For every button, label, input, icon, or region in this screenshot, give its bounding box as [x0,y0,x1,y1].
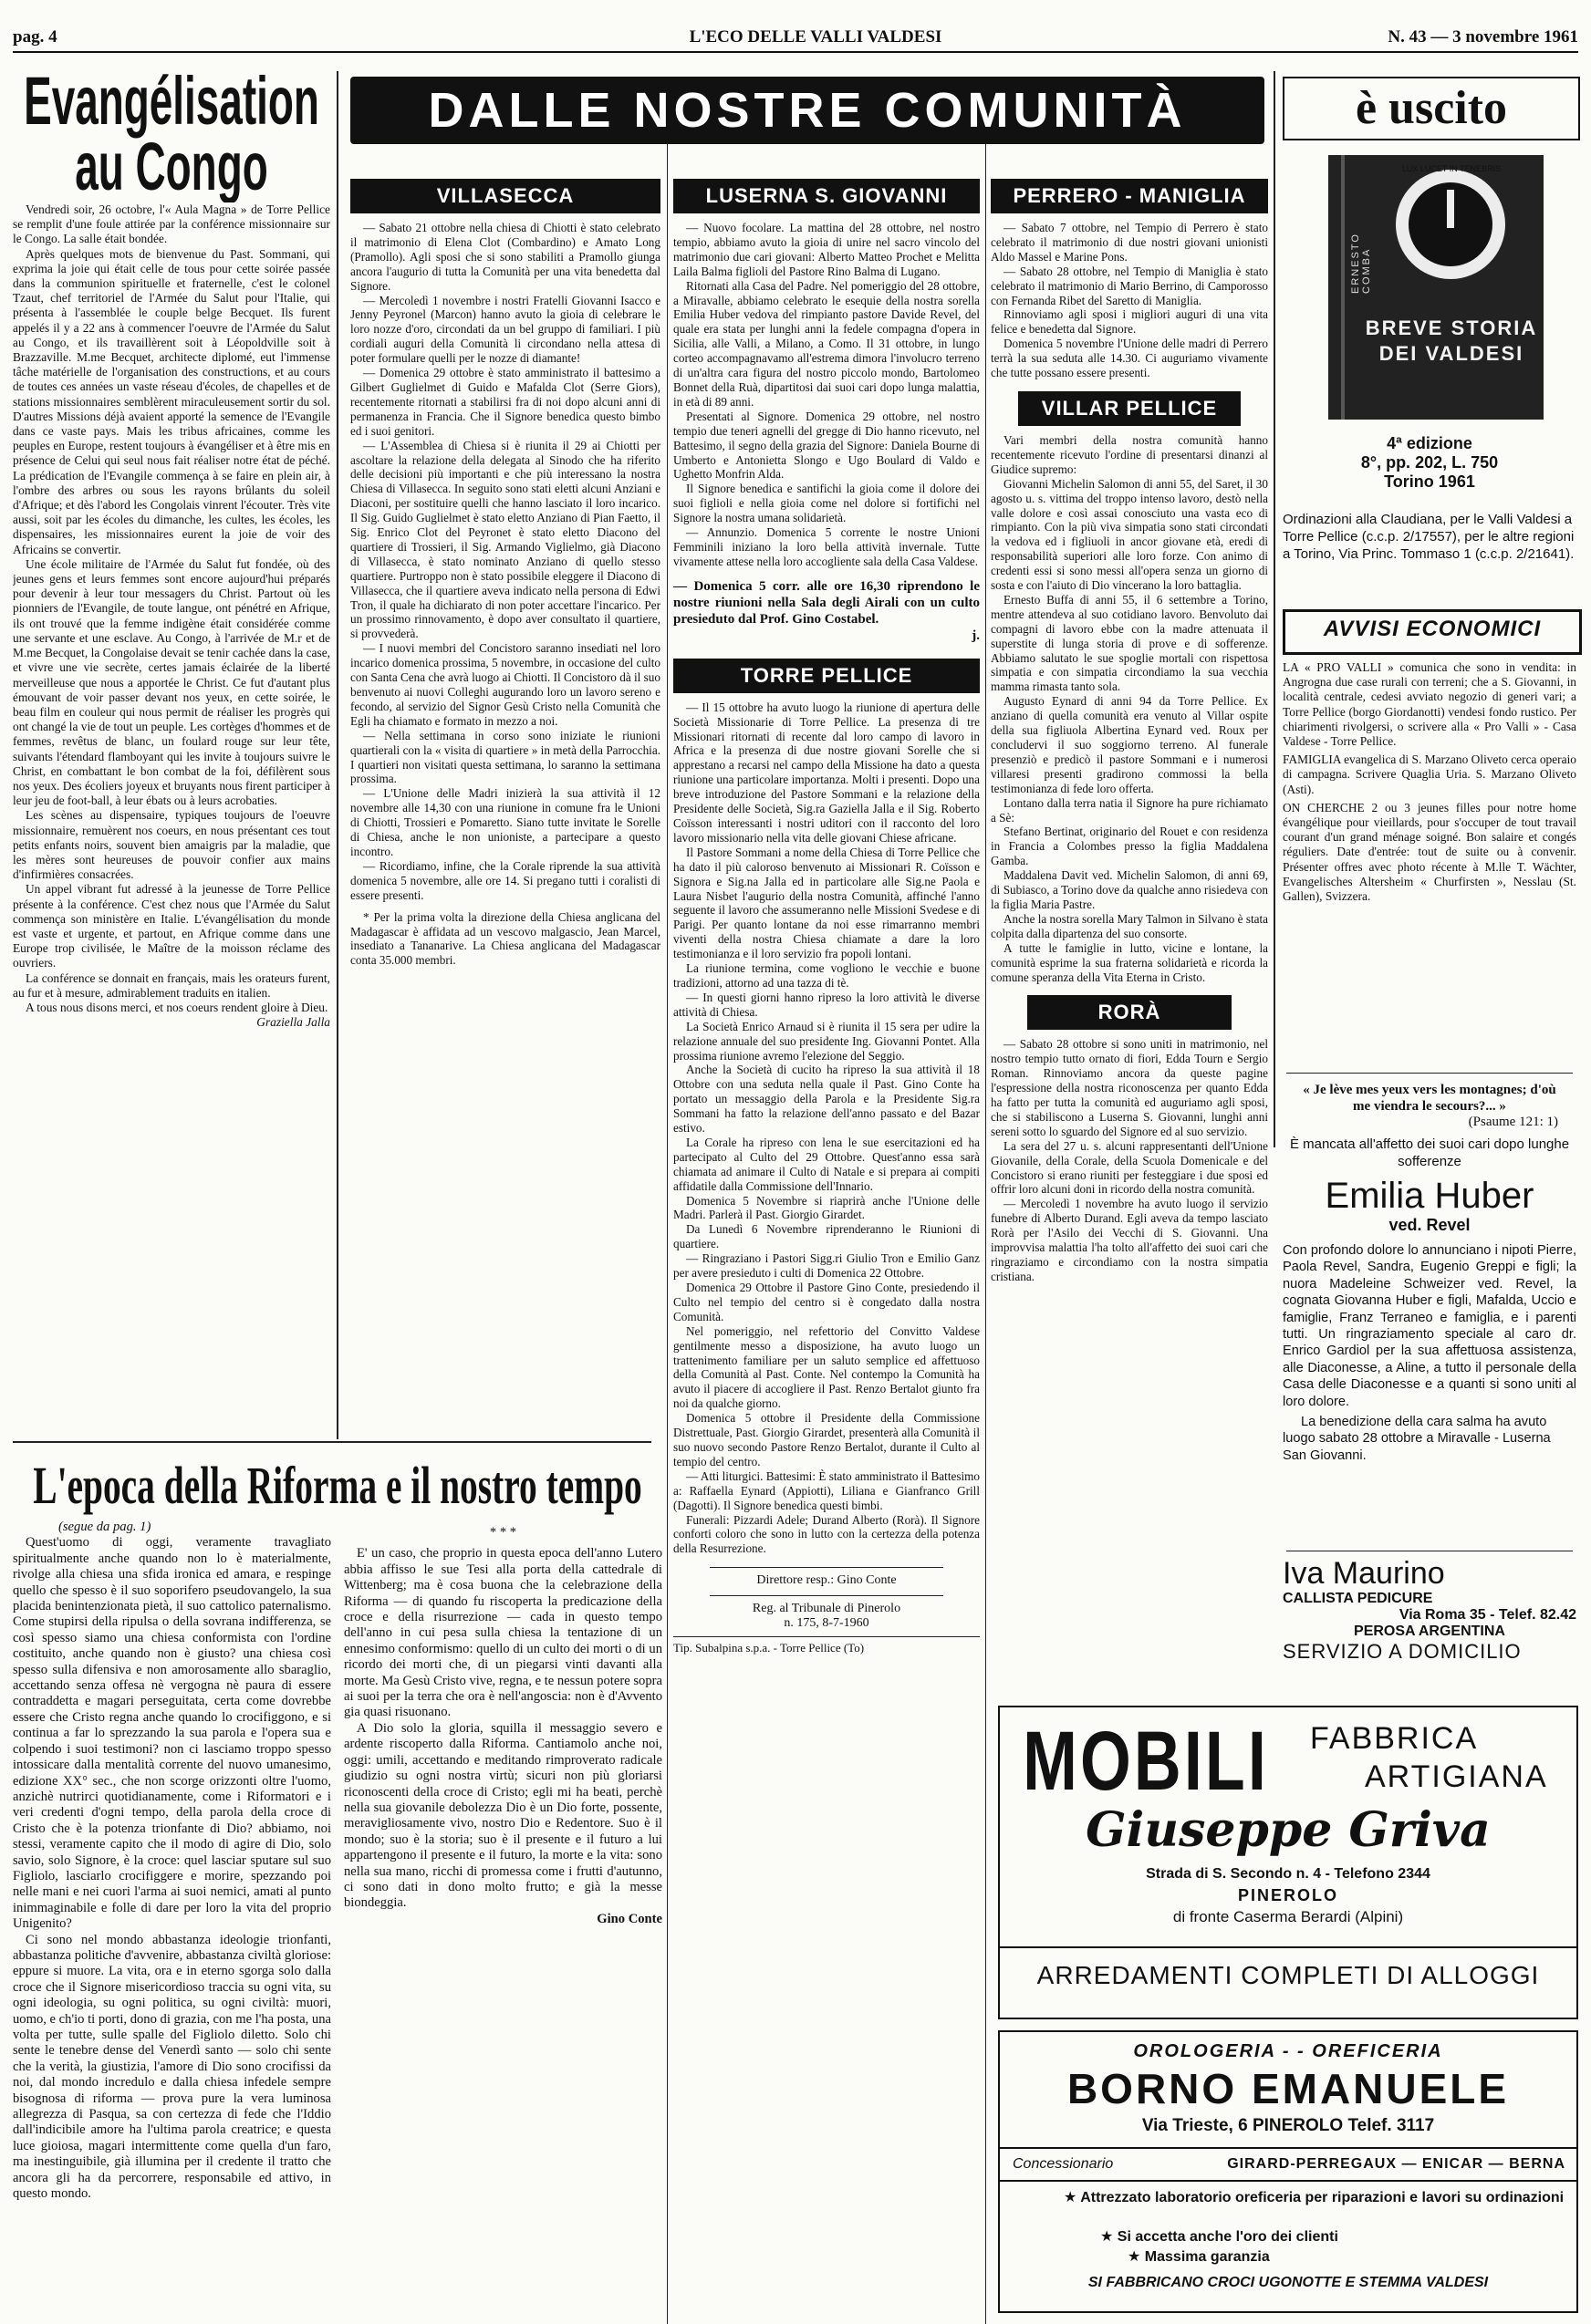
riforma-paragraph: Quest'uomo di oggi, veramente travagliato spiritualmente anche quando non lo è materialmente, rivolge alla chiesa una sfida ironica ed amara, e respinge quello che spesso è il suo soporifero pseudovangelo, la sua placida benintenzionata pietà, il suo cattolico paternalismo. Come stupirsi della ripulsa o della sovrana indifferenza, se così spesso siamo una chiesa conformista con l'ordine costituito, anche quando non è giusto? una chiesa così spesso sulla difensiva e non amorosamente allo sbaraglio, accettando senza offesa nè vergogna nè paura di essere contraddetta e magari perseguitata, certa come dovrebbe essere che Cristo regna anche quando lo crocifiggono, e si continua a far lo sprezzando la sua parola e l'opera sua e colpendo i suoi testimoni? non ci lasciamo troppo spesso intossicare dalla mentalità corrente del nuovo umanesimo, edizione XX° sec., che non scorge orizzonti oltre l'uomo, anzichè nutrirci quotidianamente, come i Riformatori e i veri credenti d'ogni tempo, della parola della croce di Cristo che è la potenza trionfante di Dio? abbiamo, noi stessi, veramente capito che il modo di agire di Dio, solo savio, solo Signore, è la croce: quel lasciar sputare sul suo Figliolo, lasciarlo crocifiggere e morire, spezzando poi nelle mani e nei cuori l'arma ai suoi nemici, amati al punto inimmaginabile e folle di dare per loro la vita del proprio Unigenito? [13,1535,331,1932]
avvisi-header-box [1283,609,1582,655]
villasecca-section [350,179,660,1441]
torre-paragraph: Domenica 5 Novembre si riaprirà anche l'Unione delle Madri. Parlerà il Past. Giorgio Girardet. [673,1193,980,1222]
torre-paragraph: Funerali: Pizzardi Adele; Durand Alberto (Rorà). Il Signore conforti coloro che sono in lutto con la certezza della potenza della Resurrezione. [673,1512,980,1556]
borno-conc-label: Concessionario [1013,2156,1114,2172]
congo-paragraph: Vendredi soir, 26 octobre, l'« Aula Magna » de Torre Pellice se remplit d'une foule attirée par la conférence missionnaire sur le Congo. La salle était bondée. [13,202,330,246]
maurino-service: SERVIZIO A DOMICILIO [1283,1640,1522,1663]
luserna-paragraph: Ritornati alla Casa del Padre. Nel pomeriggio del 28 ottobre, a Miravalle, abbiamo celebrato le esequie della nostra sorella Emilia Huber vedova del rimpianto pastore Davide Revel, del quale era stata per lunghi anni la fedele compagna d'opera in Sicilia, alle Valli, a Milano, a Como. Il 31 ottobre, in lungo corteo accompagnavamo all'estrema dimora l'involucro terreno di un'altra cara figura del nostro piccolo mondo, Bartolomeo Bonnet della Ruà, dipartitosi dai suoi cari dopo lunga malattia, in età di 89 anni. [673,278,980,409]
avvisi-item: ON CHERCHE 2 ou 3 jeunes filles pour notre home évangélique pour vieillards, pour s'occuper de tout travail courant d'un grand ménage soigné. Bon salaire et congés réguliers. Date d'entrée: tout de suite ou à convenir. Présenter offres avec photo récente à M.lle T. Wächter, Evangelisches Altersheim « Churfirsten », Nesslau (St. Gallen), Svizzera. [1283,800,1576,904]
rora-body [991,1037,1268,1283]
printer-line: Tip. Subalpina s.p.a. - Torre Pellice (To) [673,1636,980,1655]
torre-paragraph: — Ringraziano i Pastori Sigg.ri Giulio Tron e Emilio Ganz per avere presieduto i culti di Domenica 22 Ottobre. [673,1251,980,1281]
running-header [13,27,1578,53]
riforma-col2 [344,1520,662,2311]
cover-title: BREVE STORIA DEI VALDESI [1365,316,1538,365]
villar-paragraph: Giovanni Michelin Salomon di anni 55, del Saret, il 30 agosto u. s. vittima del troppo intenso lavoro, destò nella valle dolore e così assai conosciuto una vasta eco di rimpianto. Con la più viva simpatia sono stati circondati la vedova ed i figliuoli in ancor giovane età, eredi di responsabilità superiori alle loro forze. Con animo di credenti essi si sono messi all'opera senza un giorno di sosta e con l'aiuto di Dio vincerano la loro battaglia. [991,476,1268,593]
torre-paragraph: Il Pastore Sommani a nome della Chiesa di Torre Pellice che ha dato il più caloroso benvenuto ai Missionari R. Coïsson e Signora e Sig.na Jalla ed in particolare alle Sig.ne Paola e Laura Nisbet l'augurio della nostra Comunità, affinché l'anno seguente il lavoro che assumeranno nelle Missioni Svedese e di Parigi. Per quanto lontane da noi esse rimarranno membri viventi della nostra Chiesa chiamate a dare la loro testimonianza e il loro servizio fra popoli lontani. [673,845,980,961]
death-notice [1283,1082,1576,1620]
borno-divider [1000,2147,1576,2149]
uscito-details: 8°, pp. 202, L. 750 [1360,453,1499,472]
section-rule [1286,1073,1573,1074]
riforma-col1 [13,1520,331,2311]
perrero-villar-rora-column [991,179,1268,1301]
avvisi-item: LA « PRO VALLI » comunica che sono in vendita: in Angrogna due case rurali con terreni; che a S. Giovanni, in località centrale, cedesi avviato negozio di generi vari; a Torre Pellice (borgo Giordanotti) vendesi fondo rustico. Per chiarimenti rivolgersi, o scrivere alla « Pro Valli » - Casa Valdese - Torre Pellice. [1283,660,1576,749]
borno-name: BORNO EMANUELE [1066,2065,1510,2112]
riforma-paragraph: E' un caso, che proprio in questa epoca dell'anno Lutero abbia affisso le sue Tesi alla porta della cattedrale di Wittenberg; ma è cosa buona che la celebrazione della Riforma — di quando fu riscoperta la predicazione della croce e della risurrezione — cada in questo tempo dell'anno in cui pesa sulla chiesa la tentazione di un ennesimo conformismo: quello di un culto dei morti o di un ricordo dei morti che, di un piegarsi vinti davanti alla morte. Ma Gesù Cristo vive, regna, e te nessun potere sopra ai suoi per la terra che ora è nell'angoscia: non è d'Avvento gia quasi risuonano. [344,1546,662,1720]
perrero-header: PERRERO - MANIGLIA [991,179,1268,213]
riforma-paragraph: Ci sono nel mondo abbastanza ideologie trionfanti, abbastanza politiche d'avvenire, abbastanza civiltà gloriose: eppure si muore. La vita, ora e in eterno sgorga solo dalla croce che il Signore misericordioso traccia su ogni vita, su ogni ideologia, su ogni politica, su ogni civiltà: muori, uomo, e ch'io ti porti, dono di grazia, con me l'ha posta, una volta per tutte, sulle spalle del Figliolo diletto. Solo chi sente le tenebre dense del Venerdì santo — solo chi sente che la verità, la giustizia, l'amore di Dio sono crocifissi da noi, dal mondo incredulo e dalla chiesa infedele sempre bisognosa di riforma — prova pure la vera luminosa allegrezza di Pasqua, sa con certezza di fede che l'Iddio dall'indicibile amore ha l'ultima parola creatrice; e questa luce gioiosa, magari intermittente come quella d'un faro, ma inestinguibile, già illumina per il credente il tratto che ancora gli ha da percorrere, responsabile ed attivo, in questo mondo. [13,1932,331,2202]
perrero-paragraph: — Sabato 7 ottobre, nel Tempio di Perrero è stato celebrato il matrimonio di due nostri giovani unionisti Aldo Massel e Marine Pons. [991,221,1268,264]
maurino-city: PEROSA ARGENTINA [1354,1624,1505,1639]
villasecca-paragraph: — Sabato 21 ottobre nella chiesa di Chiotti è stato celebrato il matrimonio di Elena Clot (Combardino) e Amato Long (Pramollo). Agli sposi che si sono stabiliti a Pramollo giunga ancora l'augurio di tutta la Comunità per una vita benedetta dal Signore. [350,221,660,293]
borno-conc-values: GIRARD-PERREGAUX — ENICAR — BERNA [1227,2156,1565,2172]
torre-paragraph: La riunione termina, come vogliono le vecchie e buone tradizioni, attorno ad una tazza di tè. [673,961,980,990]
maurino-address: Via Roma 35 - Telef. 82.42 [1399,1607,1576,1623]
luserna-paragraph: — Nuovo focolare. La mattina del 28 ottobre, nel nostro tempio, abbiamo avuto la gioia di unire nel sacro vincolo del matrimonio due cari giovani: Alberto Matteo Prochet e Melitta Laila Balma figlioli del Pastore Rino Balma di Lugano. [673,221,980,278]
luserna-paragraph: — Annunzio. Domenica 5 corrente le nostre Unioni Femminili iniziano la loro bella attività invernale. Tutte vivamente attese nella loro accogliente sala della Casa Valdese. [673,525,980,568]
villasecca-paragraph: — Nella settimana in corso sono iniziate le riunioni quartierali con la « visita di quartiere » in metà della Parrocchia. I quartieri non visitati questa settimana, lo saranno la settimana prossima. [350,728,660,786]
torre-paragraph: Domenica 5 ottobre il Presidente della Commissione Distrettuale, Past. Giorgio Girardet, presenterà alla Comunità il suo nuovo secondo Pastore Renzo Bertalot, durante il Culto al tempio del centro. [673,1411,980,1468]
page-number: pag. 4 [13,27,57,47]
avvisi-header: AVVISI ECONOMICI [1323,617,1542,641]
section-rule [13,1441,651,1443]
perrero-paragraph: Domenica 5 novembre l'Unione delle madri di Perrero terrà la sua seduta alle 14.30. Ci auguriamo vivamente che tutte possano essere presenti. [991,337,1268,380]
mobili-slogan: ARREDAMENTI COMPLETI DI ALLOGGI [1036,1961,1540,1989]
villar-paragraph: Stefano Bertinat, originario del Rouet e con residenza in Francia a Colombes presso la figlia Maddalena Gamba. [991,825,1268,868]
maurino-ad [1283,1556,1576,1684]
cover-spine [1341,155,1345,420]
torre-paragraph: La Corale ha ripreso con lena le sue esercitazioni ed ha partecipato al Culto del 29 Ottobre. Quest'anno essa sarà chiamata ad animare il Culto di Natale e si prepara ai compiti affidatile dalla Commissione dell'Innario. [673,1135,980,1193]
villar-paragraph: Augusto Eynard di anni 94 da Torre Pellice. Ex anziano di quella comunità era venuto al Villar ospite della sua figliuola Albertina Eynard ved. Roux per concludervi il suo soggiorno terreno. Al funerale presenziò e predicò il pastore Sommani e i numerosi villaresi presenti gradirono commossi la bella testimonianza di fede loro offerta. [991,694,1268,795]
mobili-fabbrica: FABBRICA [1310,1721,1479,1756]
riforma-signature: Gino Conte [597,1911,662,1926]
mobili-city: PINEROLO [1237,1886,1338,1904]
rora-header: RORÀ [1027,995,1232,1030]
column-rule [337,71,338,1439]
borno-address: Via Trieste, 6 PINEROLO Telef. 3117 [1141,2116,1435,2135]
maurino-name: Iva Maurino [1283,1556,1445,1591]
registration-line2: n. 175, 8-7-1960 [784,1616,869,1631]
mobili-owner: Giuseppe Griva [1086,1802,1491,1858]
death-notice-text2: La benedizione della cara salma ha avuto luogo sabato 28 ottobre a Miravalle - Luserna San Giovanni. [1283,1415,1551,1463]
torre-header: TORRE PELLICE [673,659,980,693]
perrero-paragraph: Rinnoviamo agli sposi i migliori auguri di una vita felice e benedetta dal Signore. [991,307,1268,337]
congo-body [13,202,330,1030]
masthead: L'ECO DELLE VALLI VALDESI [689,27,942,47]
comunita-banner: DALLE NOSTRE COMUNITÀ [350,77,1264,144]
borno-divider [1000,2180,1576,2182]
borno-point-text: Attrezzato laboratorio oreficeria per riparazioni e lavori su ordinazioni [1080,2190,1565,2205]
uscito-edition: 4ª edizione [1387,434,1472,452]
book-cover-image [1328,155,1544,420]
riforma-article [13,1456,662,2319]
luserna-paragraph: Presentati al Signore. Domenica 29 ottobre, nel nostro tempio due teneri agnelli del gregge di Dio hanno ricevuto, nel Battesimo, il segno della grazia del Signore: Daniela Bourne di Umberto e Antonietta Slongo e Ugo Boulard di Valdo e Ughetto Monfrin Alda. [673,409,980,482]
torre-paragraph: — In questi giorni hanno ripreso la loro attività le diverse attività di Chiesa. [673,990,980,1019]
mobili-divider [1000,1946,1576,1948]
villasecca-paragraph: — Domenica 29 ottobre è stato amministrato il battesimo a Gilbert Guglielmet di Guido e Mafalda Clot (Serre Giors), recentemente ritornati a stabilirsi fra di noi dopo alcuni anni di permanenza in Francia. Che il Signore benedica questo bimbo ed i suoi genitori. [350,366,660,438]
luserna-torre-column [673,179,980,2322]
borno-point [1128,2247,1547,2266]
mobili-address: Strada di S. Secondo n. 4 - Telefono 2344 [1146,1866,1430,1882]
death-notice-name: Emilia Huber [1325,1176,1534,1216]
villar-paragraph: Ernesto Buffa di anni 55, il 6 settembre a Torino, mentre attendeva al suo cotidiano lavoro. Benvoluto dai compagni di lavoro ebbe con la madre attenuata il superstite di lunga storia di prove e di sofferenze. Abbiamo salutato le sue spoglie mortali con rispettosa simpatia e con simpatia circondiamo la sua vecchia mamma rimasta tanto sola. [991,592,1268,694]
torre-paragraph: Domenica 29 Ottobre il Pastore Gino Conte, presiedendo il Culto nel tempio del centro si è congedato dalla nostra Comunità. [673,1281,980,1323]
registration-line1: Reg. al Tribunale di Pinerolo [710,1595,943,1616]
villar-paragraph: Lontano dalla terra natia il Signore ha pure richiamato a Sè: [991,795,1268,825]
torre-paragraph: Nel pomeriggio, nel refettorio del Convitto Valdese gentilmente messo a disposizione, ha avuto luogo un trattenimento familiare per un saluto semplice ed affettuoso della Comunità al Past. Conte. Nel contempo la Comunità ha avuto il piacere di accogliere il Past. Renzo Bertalot giunto fra noi da qualche giorno. [673,1323,980,1411]
congo-headline [13,67,330,202]
mobili-near: di fronte Caserma Berardi (Alpini) [1172,1908,1404,1925]
riforma-title: L'epoca della Riforma e il nostro tempo [33,1456,642,1515]
villasecca-paragraph: — L'Unione delle Madri inizierà la sua attività il 12 novembre alle 14,30 con una riunione in comune fra le Unioni di Chiotti, Trossieri e Pomaretto. Siano tutte invitate le Sorelle di Chiesa, anche le non unioniste, a partecipare a questo incontro. [350,786,660,858]
villar-body [991,433,1268,984]
borno-top: OROLOGERIA - - OREFICERIA [1133,2041,1443,2061]
uscito-headline-box [1283,77,1580,140]
congo-paragraph: A tous nous disons merci, et nos coeurs rendent gloire à Dieu. [26,1000,328,1014]
luserna-header: LUSERNA S. GIOVANNI [673,179,980,213]
borno-footer: SI FABBRICANO CROCI UGONOTTE E STEMMA VALDESI [1087,2275,1489,2290]
torre-paragraph: — Il 15 ottobre ha avuto luogo la riunione di apertura delle Società Missionarie di Torre Pellice. La presenza di tre Missionari ritornati di recente dal loro campo di lavoro in Africa e la presenza di due nostre giovani Sorelle che si apprestano a recarsi nel campo della Missione ha dato a questa riunione una particolare importanza. Molti i presenti. Dopo una breve introduzione del Pastore Sommani e la relazione della Presidente delle Società, Sig.ra Gaziella Jalla e il Sig. Roberto Coïsson interessanti i nostri uditori con il racconto del loro lavoro missionario nella vita delle giovani Chiese africane. [673,700,980,845]
death-notice-ved: ved. Revel [1388,1216,1471,1234]
mobili-big: MOBILI [1023,1722,1269,1795]
villasecca-body [350,221,660,968]
star-bullet-icon: ★ [1064,2190,1081,2205]
death-notice-intro: È mancata all'affetto dei suoi cari dopo lunghe sofferenze [1289,1136,1570,1169]
mobili-big-wrap [1000,1722,1292,1795]
luserna-paragraph: Il Signore benedica e santifichi la gioia come il dolore dei suoi figlioli e nella gioia come nel dolore si fortifichi nel Signore la nostra umana solidarietà. [673,482,980,525]
director-line: Direttore resp.: Gino Conte [710,1567,943,1588]
congo-title-line2: au Congo [75,129,268,202]
cover-motto: LUX LUCET IN TENEBRIS [1401,164,1502,173]
borno-point [1064,2189,1565,2207]
riforma-columns [13,1520,662,2311]
column-rule [1274,71,1275,1147]
villar-paragraph: Maddalena Davit ved. Michelin Salomon, di anni 69, di Subiasco, a Torino dove da qualche anno risiedeva con la figlia Maria Pastre. [991,868,1268,911]
rora-paragraph: La sera del 27 u. s. alcuni rappresentanti dell'Unione Giovanile, della Corale, della Scuola Domenicale e del Concistoro si erano riuniti per festeggiare i due sposi ed offrir loro alcuni doni in ricordo della nostra comunità. [991,1138,1268,1197]
candle-icon [1447,190,1454,228]
column-rule [667,109,668,2324]
death-notice-quote-ref: (Psaume 121: 1) [1468,1115,1558,1129]
uscito-orders: Ordinazioni alla Claudiana, per le Valli Valdesi a Torre Pellice (c.c.p. 2/17557), per le altre regioni a Torino, Via Princ. Tommaso 1 (c.c.p. 2/21641). [1283,512,1575,562]
torre-paragraph: La Società Enrico Arnaud si è riunita il 15 sera per udire la relazione annuale del suo presidente Ing. Giovanni Pontet. Alla prossima riunione avremo l'elezione del Seggio. [673,1019,980,1063]
mobili-artigiana: ARTIGIANA [1365,1759,1548,1794]
villar-paragraph: Vari membri della nostra comunità hanno recentemente ricevuto l'ordine di presentarsi dinanzi al Giudice supremo: [991,432,1268,476]
uscito-headline: è uscito [1355,82,1508,134]
villasecca-paragraph: — Mercoledì 1 novembre i nostri Fratelli Giovanni Isacco e Jenny Peyronel (Marcon) hanno avuto la gioia di celebrare le loro nozze d'oro, circondati da un bel gruppo di familiari. I più cordiali auguri della Comunità li circondano nella attesa di poter formulare quelli per le nozze di diamante! [350,293,660,366]
luserna-bold-signature: j. [972,628,980,643]
torre-paragraph: Da Lunedì 6 Novembre riprenderanno le Riunioni di quartiere. [673,1222,980,1251]
death-notice-quote: « Je lève mes yeux vers les montagnes; d'où me viendra le secours?... » [1303,1083,1556,1114]
villasecca-paragraph: — I nuovi membri del Concistoro saranno insediati nel loro incarico domenica prossima, 5 novembre, in occasione del culto con Santa Cena che avrà luogo ai Chiotti. Il Concistoro dà il suo benvenuto ai nuovi Colleghi augurando loro un lavoro sereno e fecondo, al servizio del Signor Gesù Cristo nella Comunità che Egli ha chiamato e formato in mezzo a noi. [350,641,660,728]
riforma-paragraph: A Dio solo la gloria, squilla il messaggio severo e ardente riscoperto dalla Riforma. Cantiamolo anche noi, oggi: umili, accettando e meditando rimproverato radicale giudizio su ogni nostra virtù; sicuri non più gloriarsi riconoscenti della croce di Cristo; egli mi ha beati, perchè nella sua giovanile debolezza Dio è un Dio forte, possente, meravigliosamente vivo, nostro Dio e Redentore. Suo è il mondo; suo è la storia; suo è il presente e il futuro a lui appartengono il presente e il futuro, la morte e la vita: sono nella sua mano, ricchi di promessa come i frutti d'autunno, ci sono dati in dono molto frutto; e già la messe biondeggia. [344,1720,662,1911]
column-rule [985,109,986,2324]
mobili-ad [998,1706,1578,2019]
riforma-stars: * * * [489,1525,517,1540]
star-bullet-icon: ★ [1100,2229,1118,2245]
villar-paragraph: A tutte le famiglie in lutto, vicine e lontane, la comunità esprime la sua fraterna solidarietà e ricorda la comune speranza della Vita Eterna in Cristo. [991,940,1268,984]
perrero-body [991,221,1268,380]
maurino-role: CALLISTA PEDICURE [1283,1591,1433,1606]
villasecca-paragraph: — L'Assemblea di Chiesa si è riunita il 29 ai Chiotti per ascoltare la relazione della delegata al Sinodo che ha riferito delle decisioni più importanti e che più interessano la nostra Chiesa di Villasecca. In seguito sono stati eletti alcuni Anziani e Diaconi, per sostituire quelli che hanno lasciato il loro incarico. Il Sig. Guido Guglielmet è stato eletto Anziano di Pian Faetto, il Sig. Enrico Clot del Peyronet è stato eletto Diacono del quartiere di Trossieri, il Sig. Armando Viglielmo, già Diacono di Villasecca, è stato nominato Anziano di quello stesso quartiere. Purtroppo non è stato possibile eleggere il Diacono di Villasecca, che il quartiere aveva indicato nella persona di Edwi Tron, il quale ha dichiarato di non poter accettare l'incarico. Per un prossimo rinnovamento, è dopo aver consultato il quartiere, si provvederà. [350,438,660,641]
borno-point-text: Si accetta anche l'oro dei clienti [1117,2229,1338,2245]
congo-title-line1: Evangélisation [24,67,319,139]
death-notice-text: Con profondo dolore lo annunciano i nipoti Pierre, Paola Revel, Sandra, Eugenio Greppi e figli; la nuora Madeleine Schweizer ved. Revel, la cognata Giovanna Huber e figli, Mafalda, Uccio e famiglie, Franz Terraneo e famiglia, e i parenti tutti. Un ringraziamento speciale al caro dr. Enrico Gardiol per la sua affettuosa assistenza, alle Diaconesse, a Aline, a tutto il personale della Casa delle Diaconesse e a quanti si sono uniti al loro dolore. [1283,1243,1576,1409]
luserna-body [673,221,980,569]
congo-paragraph: Un appel vibrant fut adressé à la jeunesse de Torre Pellice présente à la conférence. C'est chez nous que l'Armée du Salut commença son ministère en Italie. L'évangélisation du monde est vaste et urgente, et partout, en Afrique comme dans une Europe trop civilisée, le Maître de la moisson réclame des ouvriers. [13,882,330,970]
riforma-continued: (segue da pag. 1) [58,1520,151,1534]
luserna-bold-notice: — Domenica 5 corr. alle ore 16,30 riprendono le nostre riunioni nella Sala degli Airali con un culto presieduto dal Prof. Gino Costabel. [673,578,980,627]
cover-author: ERNESTO COMBA [1350,233,1372,294]
torre-paragraph: Anche la Società di cucito ha ripreso la sua attività il 18 Ottobre con una seduta nella quale il Past. Gino Conte ha portato un messaggio della Parola e la Presidente Sig.ra Sommani ha fatto la relazione dell'anno passato e del Bazar estivo. [673,1063,980,1136]
congo-signature: Graziella Jalla [256,1015,330,1030]
issue-date: N. 43 — 3 novembre 1961 [1388,27,1578,47]
borno-point-text: Massima garanzia [1144,2249,1270,2265]
villasecca-paragraph: * Per la prima volta la direzione della Chiesa anglicana del Madagascar è affidata ad un vescovo malgascio, Jean Marcel, insediato a Tananarive. La Chiesa anglicana del Madagascar conta 35.000 membri. [350,909,660,968]
villar-header: VILLAR PELLICE [1018,391,1241,426]
riforma-headline-wrap [13,1456,662,1520]
villar-paragraph: Anche la nostra sorella Mary Talmon in Silvano è stata colpita dalla dipartenza del suo consorte. [991,911,1268,940]
congo-paragraph: Les scènes au dispensaire, typiques toujours de l'oeuvre missionnaire, remuèrent nos coeurs, en nous présentant ces tout petits enfants noirs, souvent bien amaigris par la maladie, que les mères sont heureuses de pouvoir confier aux mains d'infirmières consacrées. [13,808,330,882]
avvisi-item: FAMIGLIA evangelica di S. Marzano Oliveto cerca operaio di campagna. Scrivere Quaglia Uria. S. Marzano Oliveto (Asti). [1283,752,1576,796]
congo-article [13,67,330,1441]
perrero-paragraph: — Sabato 28 ottobre, nel Tempio di Maniglia è stato celebrato il matrimonio di Mario Berrino, di Camporosso con Fernanda Ribet del Saretto di Maniglia. [991,264,1268,307]
torre-body [673,700,980,1556]
rora-paragraph: — Mercoledì 1 novembre ha avuto luogo il servizio funebre di Alberto Durand. Egli aveva da tempo lasciato Rorà per l'Asilo dei Vecchi di S. Giovanni. Una improvvisa malattia l'ha tolto all'affetto dei suoi cari che ringraziamo e circondiamo con la nostra simpatia cristiana. [991,1197,1268,1283]
congo-paragraph: Une école militaire de l'Armée du Salut fut fondée, où des jeunes gens et leurs femmes sont encore aujourd'hui préparés pour devenir à leur tour messagers du Christ. Partout où les pionniers de l'Evangile, de toute langue, ont pénétré en Afrique, ils ont trouvé que la femme indigène était considérée comme une servante et une esclave. Au Congo, à l'arrivée de M.r et de M.me Becquet, la Congolaise devait se tenir cachée dans la case, et vivre une vie secrète, certes jamais éclairée de la liberté merveilleuse que nous a apportée le Christ. Ce fut d'autant plus émouvant de voir passer devant nos yeux, en cette soirée, le beau film en couleur qui nous permit de réaliser les progrès qui ont changé la vie de tout un peuple. Les cortèges d'hommes et de femmes, revêtus de blanc, un foulard rouge sur leur tête, suivants l'étendard flamboyant qui les invite à toujours suivre le Christ, en combattant le bon combat de la foi, défilèrent sous nos yeux. Des écoliers joyeux et bruyants nous firent participer à leur jeu de foot-ball, à leur ébats ou à leurs acrobaties. [13,556,330,808]
borno-ad [998,2030,1578,2313]
uscito-place: Torino 1961 [1384,472,1475,491]
rora-paragraph: — Sabato 28 ottobre si sono uniti in matrimonio, nel nostro tempio tutto ornato di fiori, Edda Tourn e Sergio Roman. Rinnoviamo ancora da queste pagine l'espressione della nostra riconoscenza per quanto Edda ha fatto per tutta la comunità ed auguriamo agli sposi, che si stabiliscono a Luserna S. Giovanni, lunghi anni sereni sotto lo sguardo del Signore ed al suo servizio. [991,1037,1268,1138]
villasecca-paragraph: — Ricordiamo, infine, che la Corale riprende la sua attività domenica 5 novembre, alle ore 14. Si pregano tutti i coralisti di essere presenti. [350,858,660,902]
torre-paragraph: — Atti liturgici. Battesimi: È stato amministrato il Battesimo a: Raffaella Eynard (Appiotti), Liliana e Gianfranco Grill (Dagotti). Il Signore benedica questi bimbi. [673,1468,980,1512]
congo-paragraph: La conférence se donnait en français, mais les orateurs furent, au fur et à mesure, admirablement traduits en italien. [13,970,330,1000]
congo-paragraph: Après quelques mots de bienvenue du Past. Sommani, qui exprima la joie qui était celle de tous pour cette soirée passée dans la communion spirituelle et fraternelle, c'est le colonel Tzaut, chef territoriel de l'Armée du Salut pour l'Italie, qui présenta à l'assemblée le couple belge Becquet. Ils furent appelés il y a 22 ans à commencer l'oeuvre de l'Armée du Salut au Congo, et ils travaillèrent soit à Léopoldville soit à Brazzaville. M.me Becquet, architecte diplomé, eut l'immense tâche matérielle de l'organisation des constructions, et au cours de toutes ces années un vaste réseau d'écoles, de chapelles et de stations missionnaires semblèrent miraculeusement sortir du sol. D'autres Missions déjà avaient apporté la semence de l'Evangile dans ce vaste pays. Mais les tribus africaines, comme les peuples en Europe, restent toujours à évangéliser et à être mis en présence de Celui qui seul nous fait réaliser notre état de péché. La prédication de l'Evangile commença à se faire en plein air, à l'ombre des arbres ou sous les rayons brûlants du soleil d'Afrique; et dès l'abord les Congolais vinrent l'écouter. Très vite aussi, soit par les écoles du dimanche, les cultes, les écoles, les dispensaires, les missionnaires eurent la joie de voir des Africains se convertir. [13,246,330,556]
villasecca-header: VILLASECCA [350,179,660,213]
avvisi-body [1283,660,1576,1062]
borno-point [1100,2227,1556,2246]
star-bullet-icon: ★ [1128,2249,1145,2265]
